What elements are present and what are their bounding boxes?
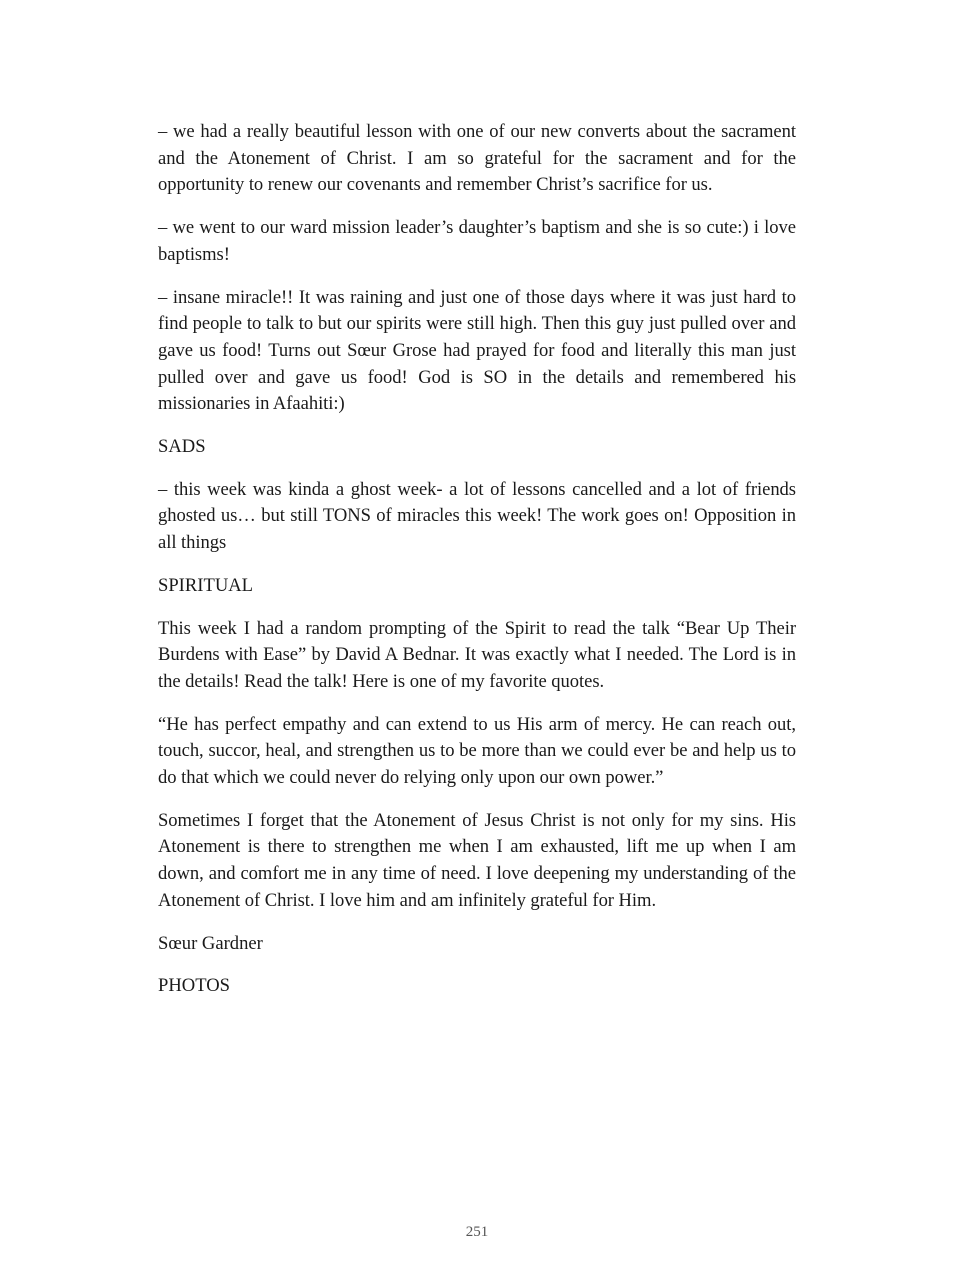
paragraph-miracle: – insane miracle!! It was raining and just one of those days where it was just hard to find people to talk to but our spirits were still high. Then this guy just pulled over and gave us food! Turns out Sœur Grose had prayed for food and literally this man just pulled over and gave us food! God is SO in the details and remembered his missionaries in Afaahiti:)	[158, 286, 796, 415]
paragraph-baptism: – we went to our ward mission leader’s daughter’s baptism and she is so cute:) i love baptisms!	[158, 217, 796, 265]
section-heading-sads: SADS	[158, 436, 206, 458]
signature: Sœur Gardner	[158, 932, 263, 954]
paragraph-prompting: This week I had a random prompting of the Spirit to read the talk “Bear Up Their Burdens with Ease” by David A Bednar. It was exactly what I needed. The Lord is in the details! Read the talk! Here is one of my favorite quotes.	[158, 617, 796, 692]
paragraph-ghost-week: – this week was kinda a ghost week- a lot of lessons cancelled and a lot of friends ghosted us… but still TONS of miracles this week! The work goes on! Opposition in all things	[158, 478, 796, 554]
section-heading-spiritual: SPIRITUAL	[158, 574, 254, 596]
paragraph-lesson: – we had a really beautiful lesson with one of our new converts about the sacrament and the Atonement of Christ. I am so grateful for the sacrament and for the opportunity to renew our covenants and remember Christ’s sacrifice for us.	[158, 121, 796, 196]
page-body	[158, 119, 796, 1016]
paragraph-quote: “He has perfect empathy and can extend to us His arm of mercy. He can reach out, touch, succor, heal, and strengthen us to be more than we could ever be and help us to do that which we could never do relying only upon our own power.”	[158, 713, 796, 789]
paragraph-atonement: Sometimes I forget that the Atonement of Jesus Christ is not only for my sins. His Atonement is there to strengthen me when I am exhausted, lift me up when I am down, and comfort me in any time of need. I love deepening my understanding of the Atonement of Christ. I love him and am infinitely grateful for Him.	[158, 809, 796, 911]
section-heading-photos: PHOTOS	[158, 975, 230, 997]
page-number: 251	[465, 1224, 489, 1240]
